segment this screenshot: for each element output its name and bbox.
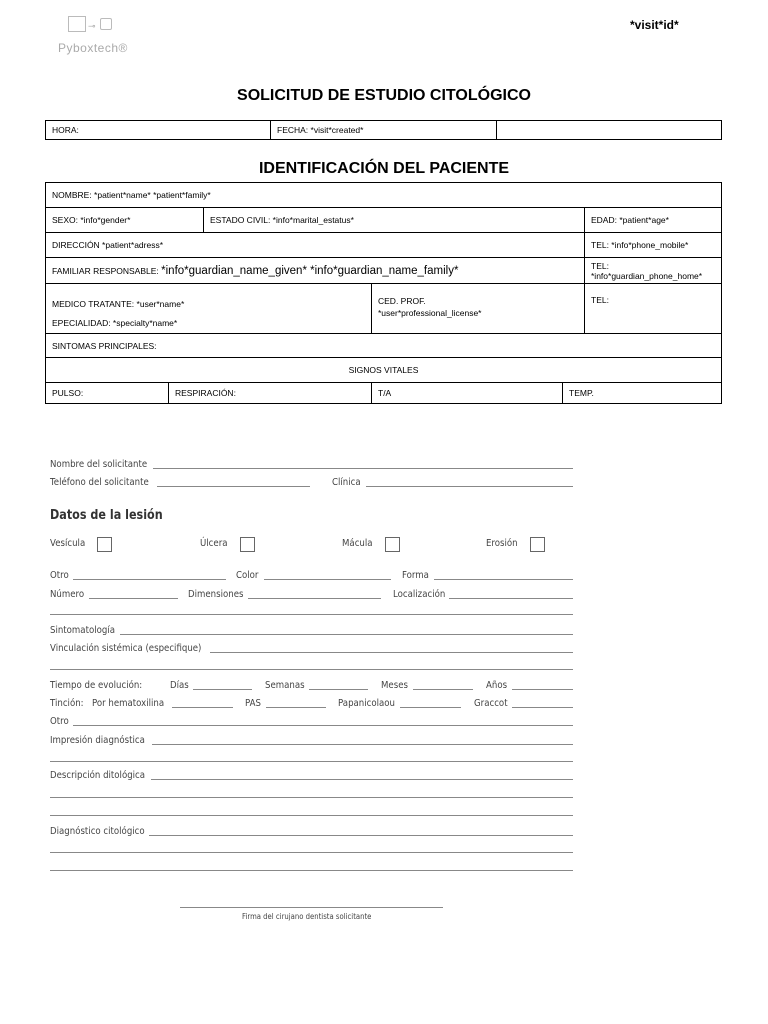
otro-tincion-line[interactable] [73,725,573,726]
localizacion-line[interactable] [449,598,573,599]
clinica-label: Clínica [332,477,361,488]
papanicolaou-label: Papanicolaou [338,698,396,709]
patient-section-title: IDENTIFICACIÓN DEL PACIENTE [258,160,510,177]
otro-label: Otro [50,570,69,581]
temp-cell[interactable]: TEMP. [563,383,722,404]
medico-cell[interactable] [46,284,372,334]
signature-line[interactable] [180,907,443,908]
por-hematoxilina-label: Por hematoxilina [92,698,165,709]
pas-line[interactable] [266,707,326,708]
tiempo-evolucion-label: Tiempo de evolución: [50,680,143,691]
papanicolaou-line[interactable] [400,707,461,708]
blank-line[interactable] [50,669,573,670]
otro-line[interactable] [73,579,226,580]
graccot-label: Graccot [474,698,508,709]
patient-table [45,182,722,404]
blank-line[interactable] [50,761,573,762]
tel-guardian-cell[interactable]: TEL: *info*guardian_phone_home* [585,258,722,284]
macula-label: Mácula [342,538,373,549]
ced-cell[interactable] [372,284,585,334]
dimensiones-label: Dimensiones [188,589,244,600]
box-icon [68,16,86,32]
company-logo [58,14,148,60]
diagnostico-line[interactable] [149,835,573,836]
nombre-solicitante-label: Nombre del solicitante [50,459,148,470]
sintomatologia-line[interactable] [120,634,573,635]
sintomas-cell[interactable]: SINTOMAS PRINCIPALES: [46,334,722,358]
ced-label: CED. PROF. [378,296,426,306]
impresion-line[interactable] [152,744,573,745]
plug-icon: ⊸ [88,21,96,31]
dias-label: Días [170,680,189,691]
otro-tincion-label: Otro [50,716,69,727]
blank-line[interactable] [50,870,573,871]
anos-line[interactable] [512,689,573,690]
direccion-cell[interactable]: DIRECCIÓN *patient*adress* [46,233,585,258]
vinculacion-line[interactable] [210,652,573,653]
ulcera-checkbox[interactable] [240,537,255,552]
visit-id: *visit*id* [630,18,679,32]
familiar-label: FAMILIAR RESPONSABLE: [52,265,159,276]
tel-cell[interactable]: TEL: [585,284,722,334]
blank-line[interactable] [50,852,573,853]
pulso-cell[interactable]: PULSO: [46,383,169,404]
vesicula-label: Vesícula [50,538,86,549]
familiar-cell[interactable] [46,258,585,284]
fecha-cell[interactable]: FECHA: *visit*created* [271,121,497,140]
meses-line[interactable] [413,689,473,690]
descripcion-label: Descripción ditológica [50,770,146,781]
blank-line[interactable] [50,614,573,615]
especialidad-label: EPECIALIDAD: *specialty*name* [52,318,178,328]
numero-line[interactable] [89,598,178,599]
numero-label: Número [50,589,85,600]
hora-cell[interactable]: HORA: [46,121,271,140]
dimensiones-line[interactable] [248,598,381,599]
ulcera-label: Úlcera [200,538,228,549]
diagnostico-label: Diagnóstico citológico [50,826,145,837]
erosion-label: Erosión [486,538,518,549]
nombre-cell[interactable]: NOMBRE: *patient*name* *patient*family* [46,183,722,208]
telefono-solicitante-label: Teléfono del solicitante [50,477,149,488]
hematoxilina-line[interactable] [172,707,233,708]
anos-label: Años [486,680,508,691]
ta-cell[interactable]: T/A [372,383,563,404]
semanas-label: Semanas [265,680,305,691]
ced-value: *user*professional_license* [378,308,482,318]
signos-vitales-header: SIGNOS VITALES [46,358,722,383]
macula-checkbox[interactable] [385,537,400,552]
blank-line[interactable] [50,815,573,816]
tel-mobile-cell[interactable]: TEL: *info*phone_mobile* [585,233,722,258]
datos-lesion-title: Datos de la lesión [50,508,163,523]
vesicula-checkbox[interactable] [97,537,112,552]
descripcion-line[interactable] [151,779,573,780]
dias-line[interactable] [193,689,252,690]
blank-line[interactable] [50,797,573,798]
blank-cell[interactable] [497,121,722,140]
pas-label: PAS [245,698,261,709]
color-line[interactable] [264,579,391,580]
impresion-label: Impresión diagnóstica [50,735,145,746]
medico-label: MEDICO TRATANTE: *user*name* [52,299,185,309]
socket-icon [100,18,112,30]
forma-line[interactable] [434,579,573,580]
signature-label: Firma del cirujano dentista solicitante [242,912,372,921]
sexo-cell[interactable]: SEXO: *info*gender* [46,208,204,233]
localizacion-label: Localización [393,589,446,600]
semanas-line[interactable] [309,689,368,690]
page-title: SOLICITUD DE ESTUDIO CITOLÓGICO [237,87,531,104]
nombre-solicitante-line[interactable] [153,468,573,469]
meses-label: Meses [381,680,408,691]
clinica-line[interactable] [366,486,573,487]
respiracion-cell[interactable]: RESPIRACIÓN: [169,383,372,404]
vinculacion-label: Vinculación sistémica (especifique) [50,643,202,654]
time-table [45,120,722,140]
erosion-checkbox[interactable] [530,537,545,552]
tincion-label: Tinción: [50,698,84,709]
sintomatologia-label: Sintomatología [50,625,115,636]
color-label: Color [236,570,259,581]
logo-text: Pyboxtech® [58,41,128,55]
edad-cell[interactable]: EDAD: *patient*age* [585,208,722,233]
familiar-value: *info*guardian_name_given* *info*guardian_name_family* [161,264,459,277]
graccot-line[interactable] [512,707,573,708]
forma-label: Forma [402,570,429,581]
estado-civil-cell[interactable]: ESTADO CIVIL: *info*marital_estatus* [204,208,585,233]
telefono-solicitante-line[interactable] [157,486,310,487]
